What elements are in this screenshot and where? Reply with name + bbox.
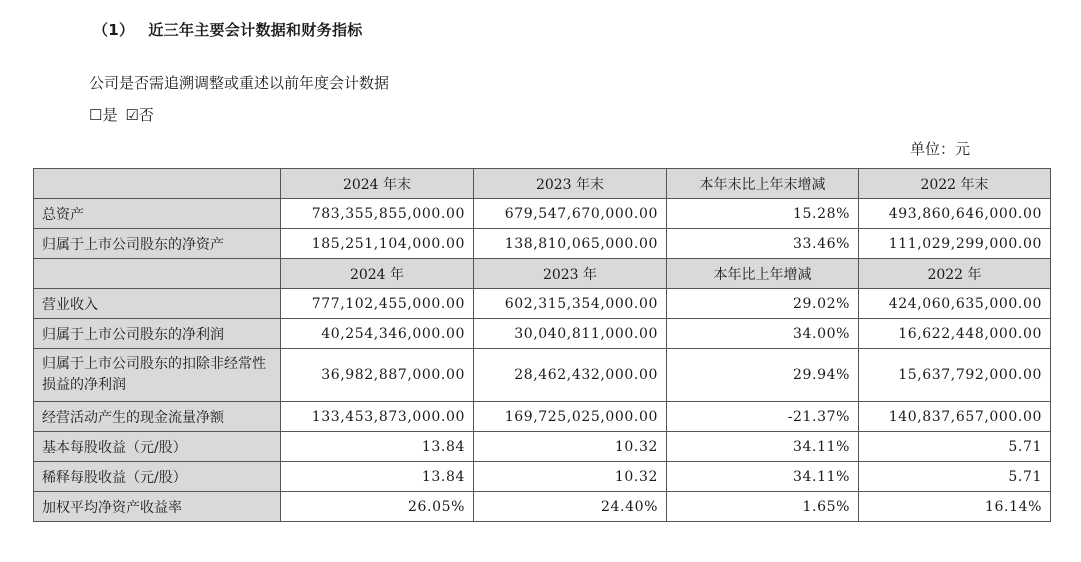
row-label: 归属于上市公司股东的净资产	[34, 229, 281, 259]
value-cell: 185,251,104,000.00	[281, 229, 474, 259]
unit-label: 单位：元	[910, 140, 971, 158]
header-cell: 2023 年	[474, 259, 667, 289]
value-cell: 13.84	[281, 432, 474, 462]
option-no-checkbox-checked: ☑否	[125, 106, 154, 124]
header-cell: 2024 年末	[281, 169, 474, 199]
value-cell: 34.11%	[667, 432, 859, 462]
section-number: （1）	[93, 21, 135, 39]
value-cell: 26.05%	[281, 492, 474, 522]
row-label: 经营活动产生的现金流量净额	[34, 402, 281, 432]
row-label: 加权平均净资产收益率	[34, 492, 281, 522]
row-label: 归属于上市公司股东的净利润	[34, 319, 281, 349]
header-cell	[34, 259, 281, 289]
table-row	[34, 229, 1051, 259]
header-cell	[34, 169, 281, 199]
value-cell: -21.37%	[667, 402, 859, 432]
header-cell: 本年末比上年末增减	[667, 169, 859, 199]
row-label: 营业收入	[34, 289, 281, 319]
header-cell: 2024 年	[281, 259, 474, 289]
value-cell: 15,637,792,000.00	[859, 349, 1051, 402]
row-label: 总资产	[34, 199, 281, 229]
value-cell: 783,355,855,000.00	[281, 199, 474, 229]
header-cell: 本年比上年增减	[667, 259, 859, 289]
financial-data-table	[33, 168, 1051, 522]
value-cell: 602,315,354,000.00	[474, 289, 667, 319]
value-cell: 13.84	[281, 462, 474, 492]
value-cell: 28,462,432,000.00	[474, 349, 667, 402]
value-cell: 33.46%	[667, 229, 859, 259]
value-cell: 10.32	[474, 462, 667, 492]
value-cell: 5.71	[859, 462, 1051, 492]
value-cell: 169,725,025,000.00	[474, 402, 667, 432]
value-cell: 140,837,657,000.00	[859, 402, 1051, 432]
value-cell: 29.94%	[667, 349, 859, 402]
section-title-text: 近三年主要会计数据和财务指标	[148, 21, 363, 39]
table-row	[34, 349, 1051, 402]
table-row	[34, 432, 1051, 462]
value-cell: 493,860,646,000.00	[859, 199, 1051, 229]
value-cell: 24.40%	[474, 492, 667, 522]
value-cell: 133,453,873,000.00	[281, 402, 474, 432]
section-title	[93, 19, 363, 40]
table-row	[34, 319, 1051, 349]
value-cell: 679,547,670,000.00	[474, 199, 667, 229]
header-cell: 2022 年	[859, 259, 1051, 289]
value-cell: 15.28%	[667, 199, 859, 229]
value-cell: 16.14%	[859, 492, 1051, 522]
value-cell: 138,810,065,000.00	[474, 229, 667, 259]
row-label: 归属于上市公司股东的扣除非经常性损益的净利润	[34, 349, 281, 402]
value-cell: 5.71	[859, 432, 1051, 462]
value-cell: 40,254,346,000.00	[281, 319, 474, 349]
value-cell: 111,029,299,000.00	[859, 229, 1051, 259]
value-cell: 777,102,455,000.00	[281, 289, 474, 319]
table-row	[34, 199, 1051, 229]
table-row	[34, 492, 1051, 522]
value-cell: 424,060,635,000.00	[859, 289, 1051, 319]
table-row	[34, 462, 1051, 492]
value-cell: 10.32	[474, 432, 667, 462]
value-cell: 1.65%	[667, 492, 859, 522]
table-header-row-year-end	[34, 169, 1051, 199]
value-cell: 36,982,887,000.00	[281, 349, 474, 402]
value-cell: 30,040,811,000.00	[474, 319, 667, 349]
value-cell: 29.02%	[667, 289, 859, 319]
header-cell: 2023 年末	[474, 169, 667, 199]
value-cell: 16,622,448,000.00	[859, 319, 1051, 349]
table-row	[34, 289, 1051, 319]
option-yes-checkbox: ☐是	[89, 106, 118, 124]
value-cell: 34.11%	[667, 462, 859, 492]
table-header-row-year	[34, 259, 1051, 289]
restatement-question: 公司是否需追溯调整或重述以前年度会计数据	[89, 74, 390, 92]
row-label: 基本每股收益（元/股）	[34, 432, 281, 462]
table-row	[34, 402, 1051, 432]
value-cell: 34.00%	[667, 319, 859, 349]
restatement-options	[89, 104, 162, 125]
header-cell: 2022 年末	[859, 169, 1051, 199]
row-label: 稀释每股收益（元/股）	[34, 462, 281, 492]
